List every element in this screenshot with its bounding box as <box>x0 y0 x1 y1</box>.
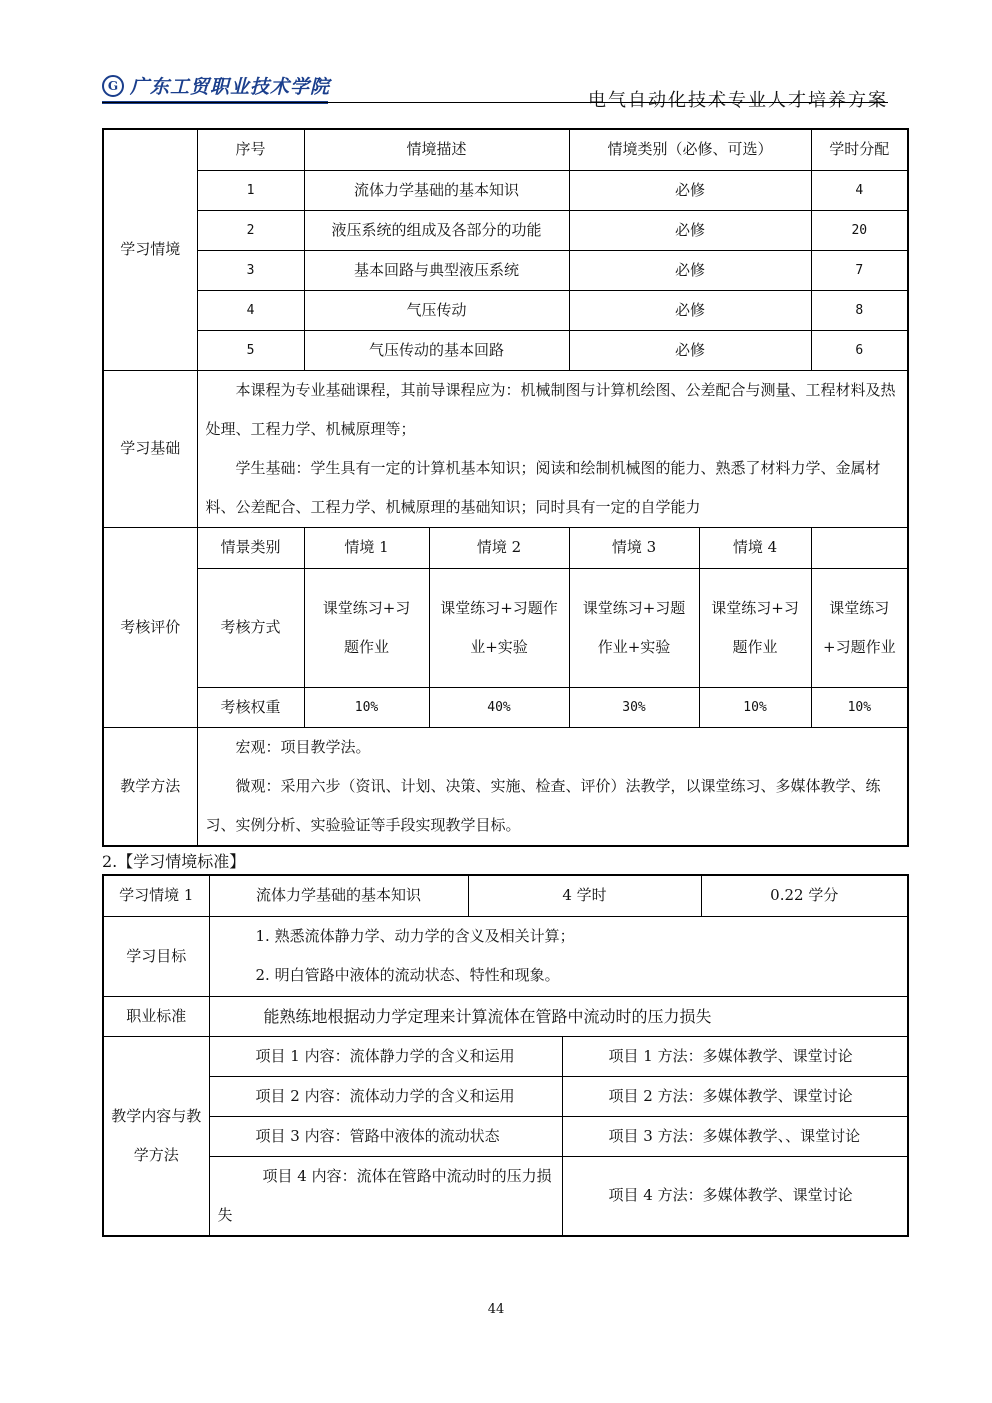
teaching-content <box>197 727 908 846</box>
foundation-paragraph: 学生基础：学生具有一定的计算机基本知识；阅读和绘制机械图的能力、熟悉了材料力学、金属材料、公差配合、工程力学、机械原理的基础知识；同时具有一定的自学能力 <box>205 458 881 516</box>
row-seq: 4 <box>197 290 304 330</box>
project-content: 项目 1 内容：流体静力学的含义和运用 <box>209 1036 562 1076</box>
situation-name: 流体力学基础的基本知识 <box>209 875 468 916</box>
method-cell: 课堂练习+习题作业 <box>304 568 429 687</box>
project-content: 项目 2 内容：流体动力学的含义和运用 <box>209 1076 562 1116</box>
row-hours: 6 <box>811 330 908 370</box>
method-cell: 课堂练习+习题作业+实验 <box>569 568 699 687</box>
row-hours: 8 <box>811 290 908 330</box>
project-content: 项目 3 内容：管路中液体的流动状态 <box>209 1116 562 1156</box>
situation-standard-table <box>102 874 909 1237</box>
header-seq: 序号 <box>197 129 304 170</box>
header-divider <box>102 102 888 103</box>
header-category: 情境类别（必修、可选） <box>569 129 811 170</box>
method-cell: 课堂练习+习题作业+实验 <box>429 568 569 687</box>
project-method: 项目 3 方法：多媒体教学、、课堂讨论 <box>562 1116 908 1156</box>
row-description: 气压传动的基本回路 <box>304 330 569 370</box>
row-description: 基本回路与典型液压系统 <box>304 250 569 290</box>
foundation-content <box>197 370 908 527</box>
row-description: 液压系统的组成及各部分的功能 <box>304 210 569 250</box>
header-description: 情境描述 <box>304 129 569 170</box>
project-method: 项目 4 方法：多媒体教学、课堂讨论 <box>562 1156 908 1236</box>
row-category: 必修 <box>569 330 811 370</box>
teaching-label: 教学方法 <box>103 727 197 846</box>
goals-label: 学习目标 <box>103 916 209 996</box>
school-emblem-icon: G <box>102 75 124 97</box>
goal-item: 2. 明白管路中液体的流动状态、特性和现象。 <box>255 966 560 984</box>
weight-cell: 10% <box>811 687 908 727</box>
row-category: 必修 <box>569 290 811 330</box>
weight-label: 考核权重 <box>197 687 304 727</box>
situation-hours: 4 学时 <box>468 875 701 916</box>
row-hours: 7 <box>811 250 908 290</box>
assessment-header: 情境 2 <box>429 527 569 568</box>
row-hours: 20 <box>811 210 908 250</box>
course-info-table <box>102 128 909 847</box>
standard-text: 能熟练地根据动力学定理来计算流体在管路中流动时的压力损失 <box>209 996 908 1036</box>
situation-number: 学习情境 1 <box>103 875 209 916</box>
document-title: 电气自动化技术专业人才培养方案 <box>588 90 888 111</box>
weight-cell: 10% <box>304 687 429 727</box>
assessment-header: 情景类别 <box>197 527 304 568</box>
assessment-header: 情境 1 <box>304 527 429 568</box>
school-name: 广东工贸职业技术学院 <box>130 76 331 98</box>
row-category: 必修 <box>569 250 811 290</box>
goals-content <box>209 916 908 996</box>
foundation-label: 学习基础 <box>103 370 197 527</box>
project-content: 项目 4 内容：流体在管路中流动时的压力损失 <box>209 1156 562 1236</box>
row-seq: 3 <box>197 250 304 290</box>
weight-cell: 40% <box>429 687 569 727</box>
assessment-header: 情境 4 <box>699 527 811 568</box>
method-label: 考核方式 <box>197 568 304 687</box>
table-row <box>103 290 908 330</box>
table-row <box>103 250 908 290</box>
row-description: 流体力学基础的基本知识 <box>304 170 569 210</box>
page-number: 44 <box>487 1302 505 1317</box>
section-title: 2.【学习情境标准】 <box>102 852 246 871</box>
teaching-paragraph: 微观：采用六步（资讯、计划、决策、实施、检查、评价）法教学，以课堂练习、多媒体教学、练习、实例分析、实验验证等手段实现教学目标。 <box>205 776 881 834</box>
row-seq: 2 <box>197 210 304 250</box>
method-cell: 课堂练习+习题作业 <box>699 568 811 687</box>
school-logo <box>102 72 330 99</box>
row-seq: 1 <box>197 170 304 210</box>
weight-cell: 30% <box>569 687 699 727</box>
goal-item: 1. 熟悉流体静力学、动力学的含义及相关计算； <box>255 927 575 945</box>
page-header <box>102 72 888 110</box>
table-row <box>103 170 908 210</box>
row-seq: 5 <box>197 330 304 370</box>
header-hours: 学时分配 <box>811 129 908 170</box>
table-row <box>103 330 908 370</box>
situations-label: 学习情境 <box>103 129 197 370</box>
method-cell: 课堂练习+习题作业 <box>811 568 908 687</box>
assessment-label: 考核评价 <box>103 527 197 727</box>
row-category: 必修 <box>569 170 811 210</box>
content-label: 教学内容与教学方法 <box>103 1036 209 1236</box>
row-description: 气压传动 <box>304 290 569 330</box>
foundation-paragraph: 本课程为专业基础课程，其前导课程应为：机械制图与计算机绘图、公差配合与测量、工程材料及热处理、工程力学、机械原理等； <box>205 380 896 438</box>
teaching-paragraph: 宏观：项目教学法。 <box>235 737 371 756</box>
project-method: 项目 2 方法：多媒体教学、课堂讨论 <box>562 1076 908 1116</box>
row-hours: 4 <box>811 170 908 210</box>
row-category: 必修 <box>569 210 811 250</box>
table-row <box>103 210 908 250</box>
project-method: 项目 1 方法：多媒体教学、课堂讨论 <box>562 1036 908 1076</box>
assessment-header: 情境 3 <box>569 527 699 568</box>
situation-credits: 0.22 学分 <box>701 875 908 916</box>
standard-label: 职业标准 <box>103 996 209 1036</box>
weight-cell: 10% <box>699 687 811 727</box>
